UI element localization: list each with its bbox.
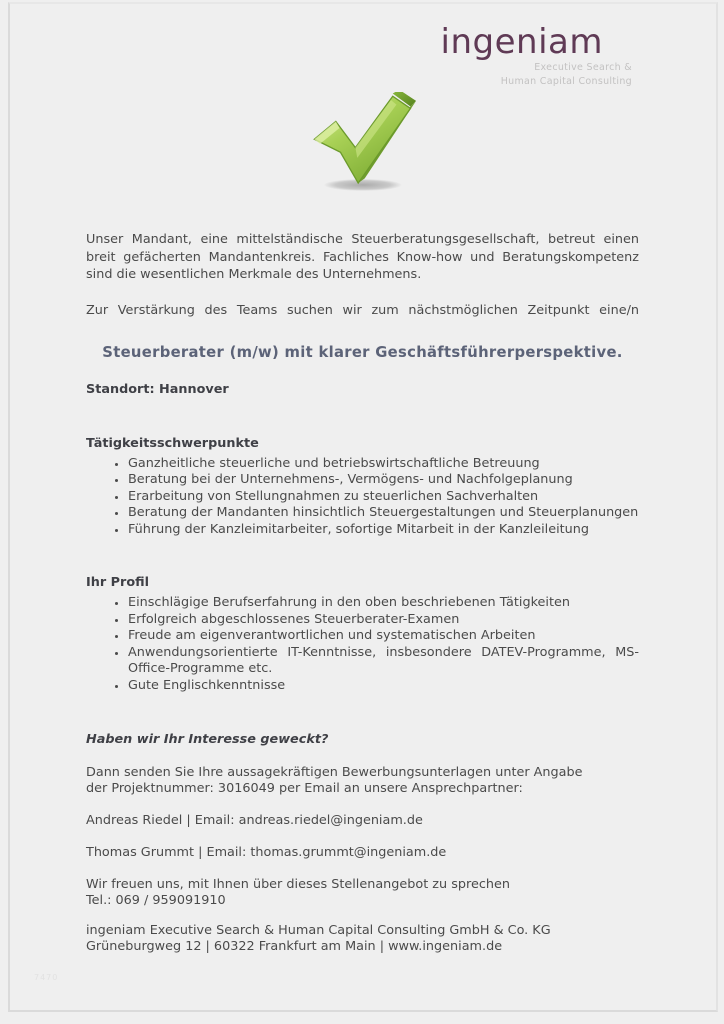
footer-address: Grüneburgweg 12 | 60322 Frankfurt am Main | www.ingeniam.de <box>86 938 503 954</box>
section-title-responsibilities: Tätigkeitsschwerpunkte <box>86 436 259 451</box>
list-item: • Anwendungsorientierte IT-Kenntnisse, insbesondere DATEV-Programme, MS-Office-Programme etc. <box>128 645 639 678</box>
list-item: • Ganzheitliche steuerliche und betriebswirtschaftliche Betreuung <box>128 456 639 473</box>
list-item: • Beratung der Mandanten hinsichtlich Steuergestaltungen und Steuerplanungen <box>128 505 639 522</box>
recruiting-lead-paragraph: Zur Verstärkung des Teams suchen wir zum nächstmöglichen Zeitpunkt eine/n <box>86 302 639 318</box>
list-item: • Erfolgreich abgeschlossenes Steuerberater-Examen <box>128 612 639 629</box>
list-item: • Einschlägige Berufserfahrung in den oben beschriebenen Tätigkeiten <box>128 595 639 612</box>
cta-heading: Haben wir Ihr Interesse geweckt? <box>86 731 329 747</box>
list-item: • Gute Englischkenntnisse <box>128 678 639 695</box>
intro-paragraph: Unser Mandant, eine mittelständische Steuerberatungsgesellschaft, betreut einen breit gefächerten Mandantenkreis. Fachliches Know-how und Beratungskompetenz sind die wesentlichen Merkmale des Unternehmens. <box>86 232 639 282</box>
list-item: • Erarbeitung von Stellungnahmen zu steuerlichen Sachverhalten <box>128 489 639 506</box>
section-title-profile: Ihr Profil <box>86 575 149 591</box>
responsibilities-list <box>86 456 639 539</box>
list-item: • Freude am eigenverantwortlichen und systematischen Arbeiten <box>128 628 639 645</box>
document-body <box>86 0 639 955</box>
faint-watermark-text: 7470 <box>34 973 59 982</box>
job-location: Standort: Hannover <box>86 381 229 397</box>
logo-tagline-line1: Executive Search & <box>534 62 632 73</box>
list-item: • Beratung bei der Unternehmens-, Vermögens- und Nachfolgeplanung <box>128 472 639 489</box>
company-footer <box>86 923 639 955</box>
closing-block <box>86 877 639 909</box>
job-title-headline: Steuerberater (m/w) mit klarer Geschäftsführerperspektive. <box>102 344 623 361</box>
footer-company-name: ingeniam Executive Search & Human Capital Consulting GmbH & Co. KG <box>86 922 551 938</box>
contact-line-thomas-grummt: Thomas Grummt | Email: thomas.grummt@ingeniam.de <box>86 845 447 861</box>
contact-line-andreas-riedel: Andreas Riedel | Email: andreas.riedel@ingeniam.de <box>86 812 423 828</box>
logo-tagline-line2: Human Capital Consulting <box>500 76 632 87</box>
closing-line: Wir freuen uns, mit Ihnen über dieses Stellenangebot zu sprechen <box>86 876 510 892</box>
application-instructions: Dann senden Sie Ihre aussagekräftigen Bewerbungsunterlagen unter Angabe der Projektnummer: 3016049 per Email an unsere Ansprechpartner: <box>86 765 583 796</box>
list-item: • Führung der Kanzleimitarbeiter, sofortige Mitarbeit in der Kanzleileitung <box>128 522 639 539</box>
logo-wordmark: ingeniam <box>440 22 603 62</box>
phone-number: Tel.: 069 / 959091910 <box>86 892 226 908</box>
profile-list <box>86 595 639 695</box>
